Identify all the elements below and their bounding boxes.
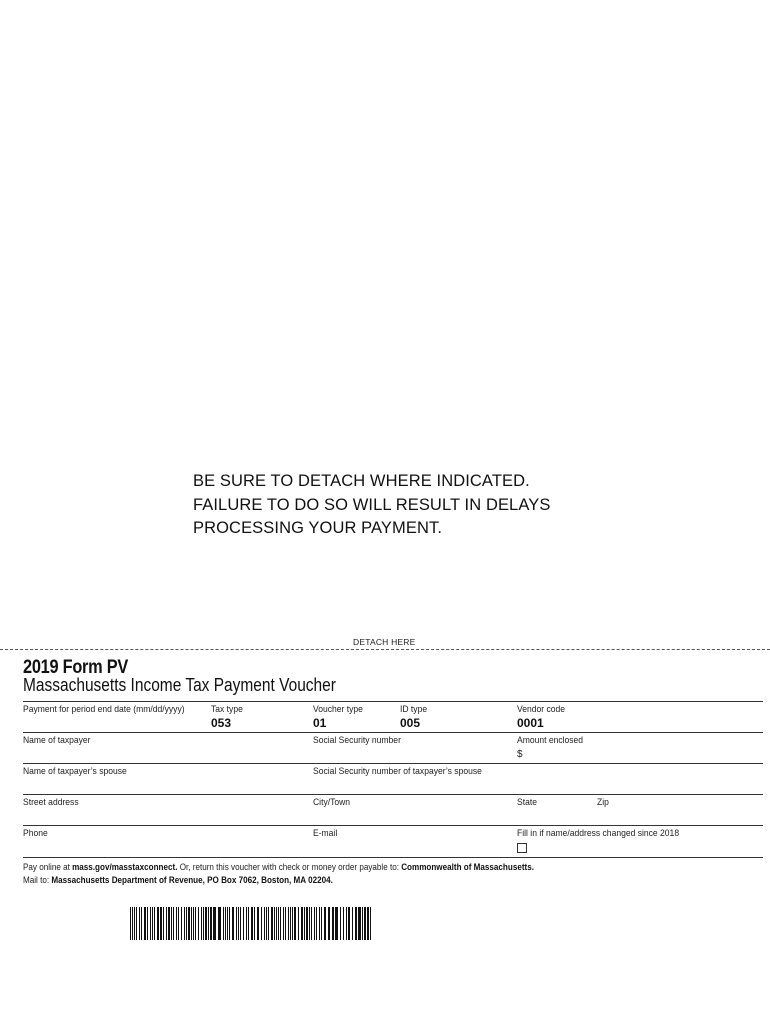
mail-to-line <box>23 875 333 885</box>
barcode-bar <box>340 907 341 940</box>
address-changed-checkbox[interactable] <box>517 843 527 853</box>
barcode-bar <box>205 907 207 940</box>
voucher-type-value: 01 <box>313 716 327 730</box>
barcode-bar <box>238 907 239 940</box>
form-title: 2019 Form PV <box>23 657 128 678</box>
barcode-bar <box>311 907 312 940</box>
vendor-code-label: Vendor code <box>517 704 566 715</box>
barcode-bar <box>246 907 247 940</box>
barcode-bar <box>208 907 209 940</box>
barcode-bar <box>367 907 369 940</box>
barcode-bar <box>257 907 259 940</box>
barcode-bar <box>355 907 357 940</box>
taxpayer-name-label: Name of taxpayer <box>23 735 91 746</box>
mail-address: Massachusetts Department of Revenue, PO Box 7062, Boston, MA 02204. <box>51 875 333 885</box>
rule-row-5 <box>23 825 763 826</box>
barcode-bar <box>264 907 265 940</box>
barcode-bar <box>141 907 142 940</box>
barcode-bar <box>314 907 315 940</box>
id-type-label: ID type <box>400 704 428 715</box>
barcode-bar <box>332 907 334 940</box>
email-label: E-mail <box>313 828 338 839</box>
barcode-bar <box>191 907 192 940</box>
voucher-type-label: Voucher type <box>313 704 363 715</box>
barcode-bar <box>248 907 249 940</box>
barcode-bar <box>288 907 289 940</box>
barcode-bar <box>298 907 299 940</box>
payee-name: Commonwealth of Massachusetts. <box>401 862 534 872</box>
barcode-bar <box>324 907 326 940</box>
barcode-bar <box>166 907 167 940</box>
address-changed-label: Fill in if name/address changed since 2018 <box>517 828 680 839</box>
barcode-bar <box>278 907 279 940</box>
barcode-bar <box>348 907 350 940</box>
detach-here-label: DETACH HERE <box>353 637 416 647</box>
barcode-bar <box>304 907 305 940</box>
barcode-bar <box>268 907 269 940</box>
barcode-bar <box>306 907 308 940</box>
barcode-bar <box>274 907 275 940</box>
barcode-bar <box>370 907 371 940</box>
barcode-bar <box>154 907 155 940</box>
tax-type-value: 053 <box>211 716 232 730</box>
barcode-bar <box>157 907 159 940</box>
barcode-bar <box>335 907 338 940</box>
state-label: State <box>517 797 537 808</box>
city-town-label: City/Town <box>313 797 351 808</box>
barcode-bar <box>240 907 241 940</box>
ssn-label: Social Security number <box>313 735 401 746</box>
rule-row-2 <box>23 732 763 733</box>
barcode-bar <box>301 907 303 940</box>
barcode-bar <box>243 907 244 940</box>
barcode-bar <box>362 907 363 940</box>
phone-label: Phone <box>23 828 48 839</box>
barcode-bar <box>213 907 216 940</box>
barcode-bar <box>251 907 253 940</box>
pay-middle-text: Or, return this voucher with check or money order payable to: <box>177 862 402 872</box>
rule-row-4 <box>23 794 763 795</box>
pay-prefix: Pay online at <box>23 862 73 872</box>
id-type-value: 005 <box>400 716 421 730</box>
barcode-bar <box>160 907 162 940</box>
barcode-bar <box>261 907 262 940</box>
barcode-bar <box>186 907 187 940</box>
barcode-bar <box>254 907 255 940</box>
barcode-bar <box>152 907 153 940</box>
barcode-bar <box>132 907 133 940</box>
barcode-bar <box>343 907 344 940</box>
barcode-bar <box>203 907 204 940</box>
masstaxconnect-link[interactable]: mass.gov/masstaxconnect. <box>72 862 178 872</box>
barcode-bar <box>319 907 320 940</box>
barcode-bar <box>210 907 212 940</box>
barcode-bar <box>168 907 170 940</box>
barcode-bar <box>346 907 347 940</box>
detach-perforation-line <box>0 649 770 650</box>
barcode-bar <box>163 907 164 940</box>
barcode-bar <box>136 907 137 940</box>
barcode-bar <box>290 907 291 940</box>
barcode-bar <box>271 907 273 940</box>
vendor-code-value: 0001 <box>517 716 544 730</box>
barcode-bar <box>225 907 226 940</box>
dollar-sign: $ <box>517 749 523 760</box>
barcode-bar <box>193 907 194 940</box>
pay-online-line <box>23 862 534 872</box>
notice-line-3: PROCESSING YOUR PAYMENT. <box>193 519 443 537</box>
barcode-bar <box>280 907 281 940</box>
spouse-ssn-label: Social Security number of taxpayer’s spouse <box>313 766 482 777</box>
barcode-bar <box>171 907 172 940</box>
barcode-bar <box>218 907 221 940</box>
barcode-bar <box>358 907 361 940</box>
barcode-bar <box>223 907 224 940</box>
notice-line-1: BE SURE TO DETACH WHERE INDICATED. <box>193 472 530 490</box>
period-end-date-label: Payment for period end date (mm/dd/yyyy) <box>23 704 185 715</box>
barcode-bar <box>181 907 182 940</box>
street-address-label: Street address <box>23 797 79 808</box>
barcode-bar <box>328 907 330 940</box>
barcode-bar <box>176 907 177 940</box>
barcode-bar <box>178 907 179 940</box>
barcode-bar <box>294 907 296 940</box>
barcode-bar <box>266 907 267 940</box>
barcode-bar <box>139 907 140 940</box>
barcode-bar <box>364 907 366 940</box>
barcode-bar <box>309 907 310 940</box>
rule-bottom <box>23 857 763 858</box>
barcode-bar <box>134 907 135 940</box>
spouse-name-label: Name of taxpayer’s spouse <box>23 766 127 777</box>
notice-line-2: FAILURE TO DO SO WILL RESULT IN DELAYS <box>193 495 551 514</box>
barcode-bar <box>147 907 148 940</box>
barcode-bar <box>201 907 202 940</box>
barcode-bar <box>236 907 237 940</box>
barcode-bar <box>283 907 284 940</box>
barcode-bar <box>144 907 146 940</box>
barcode-bar <box>276 907 277 940</box>
barcode-bar <box>352 907 353 940</box>
zip-label: Zip <box>597 797 609 808</box>
mail-prefix: Mail to: <box>23 875 52 885</box>
barcode <box>130 907 371 940</box>
barcode-bar <box>150 907 151 940</box>
barcode-bar <box>130 907 131 940</box>
barcode-bar <box>227 907 228 940</box>
rule-row-1 <box>23 701 763 702</box>
barcode-bar <box>188 907 190 940</box>
barcode-bar <box>173 907 174 940</box>
amount-enclosed-label: Amount enclosed <box>517 735 584 746</box>
tax-type-label: Tax type <box>211 704 243 715</box>
rule-row-3 <box>23 763 763 764</box>
form-subtitle: Massachusetts Income Tax Payment Voucher <box>23 675 336 695</box>
barcode-bar <box>232 907 234 940</box>
barcode-bar <box>292 907 293 940</box>
barcode-bar <box>184 907 185 940</box>
barcode-bar <box>198 907 199 940</box>
barcode-bar <box>316 907 317 940</box>
barcode-bar <box>229 907 230 940</box>
barcode-bar <box>321 907 322 940</box>
barcode-bar <box>285 907 286 940</box>
detach-notice <box>193 470 550 541</box>
barcode-bar <box>195 907 196 940</box>
